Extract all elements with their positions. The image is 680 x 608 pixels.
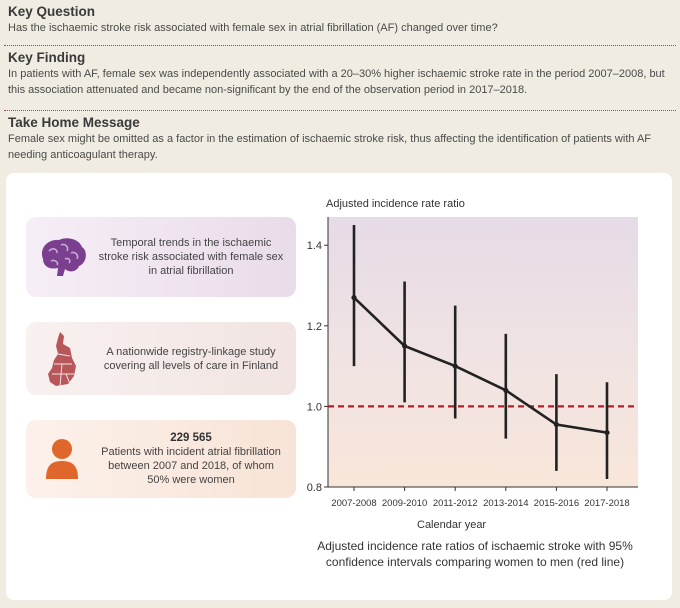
- x-tick-label: 2017-2018: [584, 498, 630, 509]
- data-point: [604, 430, 609, 435]
- y-tick-label: 1.2: [306, 320, 322, 333]
- data-point: [503, 388, 508, 393]
- card-study-design-text: A nationwide registry-linkage study covering all levels of care in Finland: [103, 345, 279, 372]
- figure-caption: Adjusted incidence rate ratios of ischaemic stroke with 95% confidence intervals comparing women to men (red line): [317, 539, 633, 569]
- card-study-topic-text: Temporal trends in the ischaemic stroke risk associated with female sex in atrial fibrillation: [98, 237, 284, 277]
- take-home-title: Take Home Message: [8, 115, 140, 130]
- take-home-text: Female sex might be omitted as a factor in the estimation of ischaemic stroke risk, thus affecting the identification of patients with AF needing anticoagulant therapy.: [8, 133, 651, 161]
- y-tick-label: 1.0: [306, 401, 322, 414]
- data-point: [402, 343, 407, 348]
- y-tick-label: 1.4: [306, 240, 322, 253]
- x-axis-title: Calendar year: [417, 519, 487, 531]
- data-point: [351, 295, 356, 300]
- series-line: [354, 298, 607, 433]
- patient-count: 229 565: [170, 432, 212, 444]
- x-tick-label: 2009-2010: [381, 498, 428, 509]
- x-tick-label: 2015-2016: [533, 498, 580, 509]
- data-point: [453, 364, 458, 369]
- data-point: [554, 422, 559, 427]
- x-tick-label: 2013-2014: [483, 498, 529, 509]
- key-finding-text: In patients with AF, female sex was independently associated with a 20–30% higher ischaemic stroke rate in the period 2007–2008, but this association attenuated and became non-significant by the end of the observation period in 2017–2018.: [8, 68, 665, 96]
- x-tick-label: 2011-2012: [432, 498, 478, 509]
- y-tick-label: 0.8: [306, 482, 322, 494]
- key-question-text: Has the ischaemic stroke risk associated with female sex in atrial fibrillation (AF) changed over time?: [8, 22, 498, 34]
- x-tick-label: 2007-2008: [331, 498, 377, 509]
- y-axis-title: Adjusted incidence rate ratio: [326, 198, 465, 210]
- key-finding-title: Key Finding: [8, 50, 86, 65]
- card-patients-text: Patients with incident atrial fibrillation between 2007 and 2018, of whom 50% were women: [101, 446, 281, 486]
- key-question-title: Key Question: [8, 4, 96, 19]
